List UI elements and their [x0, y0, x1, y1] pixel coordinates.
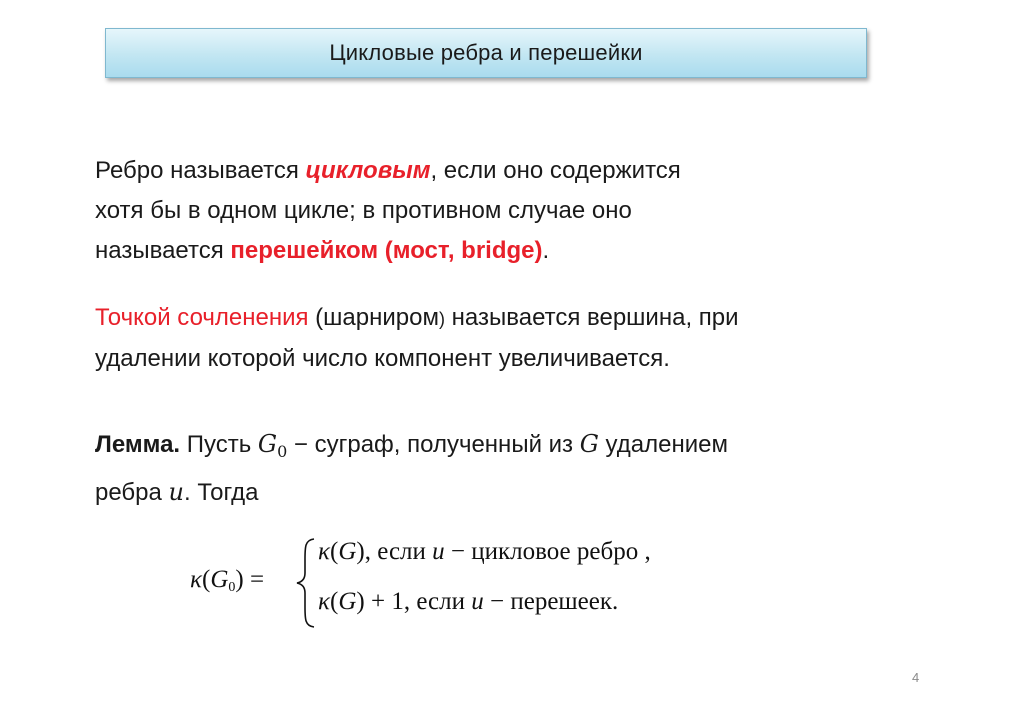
case-text: − перешеек. — [483, 588, 619, 615]
term-bridge: перешейком (мост, bridge) — [230, 237, 543, 264]
formula-case-cyclic — [318, 538, 651, 566]
slide-title-box — [105, 28, 867, 78]
articulation-text: называется вершина, при — [444, 304, 739, 331]
articulation-text: (шарниром — [308, 304, 439, 331]
math-u: u — [432, 538, 445, 565]
kappa-symbol: κ — [318, 538, 330, 565]
paren-equals: ) = — [235, 566, 265, 593]
paren: ), — [356, 538, 371, 565]
case-text: если — [370, 538, 433, 565]
lemma-label: Лемма. — [95, 431, 181, 458]
articulation-line-2: удалении которой число компонент увеличивается. — [95, 345, 670, 372]
lemma-text: ребра — [95, 479, 169, 506]
lemma-paragraph — [95, 424, 728, 513]
subscript: 0 — [228, 580, 236, 595]
definition-text: , если оно содержится — [430, 157, 681, 184]
lemma-text: − суграф, полученный из — [287, 431, 580, 458]
articulation-paragraph — [95, 298, 739, 379]
math-u: u — [471, 588, 484, 615]
math-g: G — [579, 430, 599, 458]
math-g: G — [338, 538, 357, 565]
paren: ( — [330, 588, 339, 615]
definition-line-3 — [95, 231, 681, 271]
case-text: − цикловое ребро , — [444, 538, 651, 565]
kappa-symbol: κ — [318, 588, 330, 615]
lemma-line-2 — [95, 472, 728, 513]
articulation-line-1 — [95, 298, 739, 339]
slide-title: Цикловые ребра и перешейки — [329, 40, 643, 65]
left-brace-icon — [295, 537, 317, 629]
definition-text: называется — [95, 237, 231, 264]
articulation-text: ) — [438, 309, 445, 329]
case-text: если — [410, 588, 472, 615]
formula-case-bridge — [318, 588, 618, 616]
lemma-formula — [190, 533, 750, 633]
math-u: u — [168, 478, 185, 506]
definition-text: Ребро называется — [95, 157, 306, 184]
definition-paragraph — [95, 151, 681, 271]
math-g: G — [338, 588, 357, 615]
lemma-text: удалением — [598, 431, 728, 458]
paren: ) + 1, — [356, 588, 411, 615]
paren: ( — [330, 538, 339, 565]
term-cyclic: цикловым — [305, 157, 431, 184]
formula-lhs — [190, 566, 264, 596]
lemma-line-1 — [95, 424, 728, 472]
page-number: 4 — [912, 670, 920, 685]
kappa-symbol: κ — [190, 566, 202, 593]
definition-line-2: хотя бы в одном цикле; в противном случае оно — [95, 197, 632, 224]
math-g: G — [210, 566, 229, 593]
definition-text: . — [542, 237, 550, 264]
math-g0: G — [257, 430, 278, 458]
math-g0-subscript: 0 — [277, 442, 288, 461]
term-articulation-point: Точкой сочленения — [95, 304, 309, 331]
lemma-text: . Тогда — [184, 479, 259, 506]
definition-line-1 — [95, 151, 681, 191]
paren: ( — [202, 566, 211, 593]
lemma-text: Пусть — [180, 431, 258, 458]
